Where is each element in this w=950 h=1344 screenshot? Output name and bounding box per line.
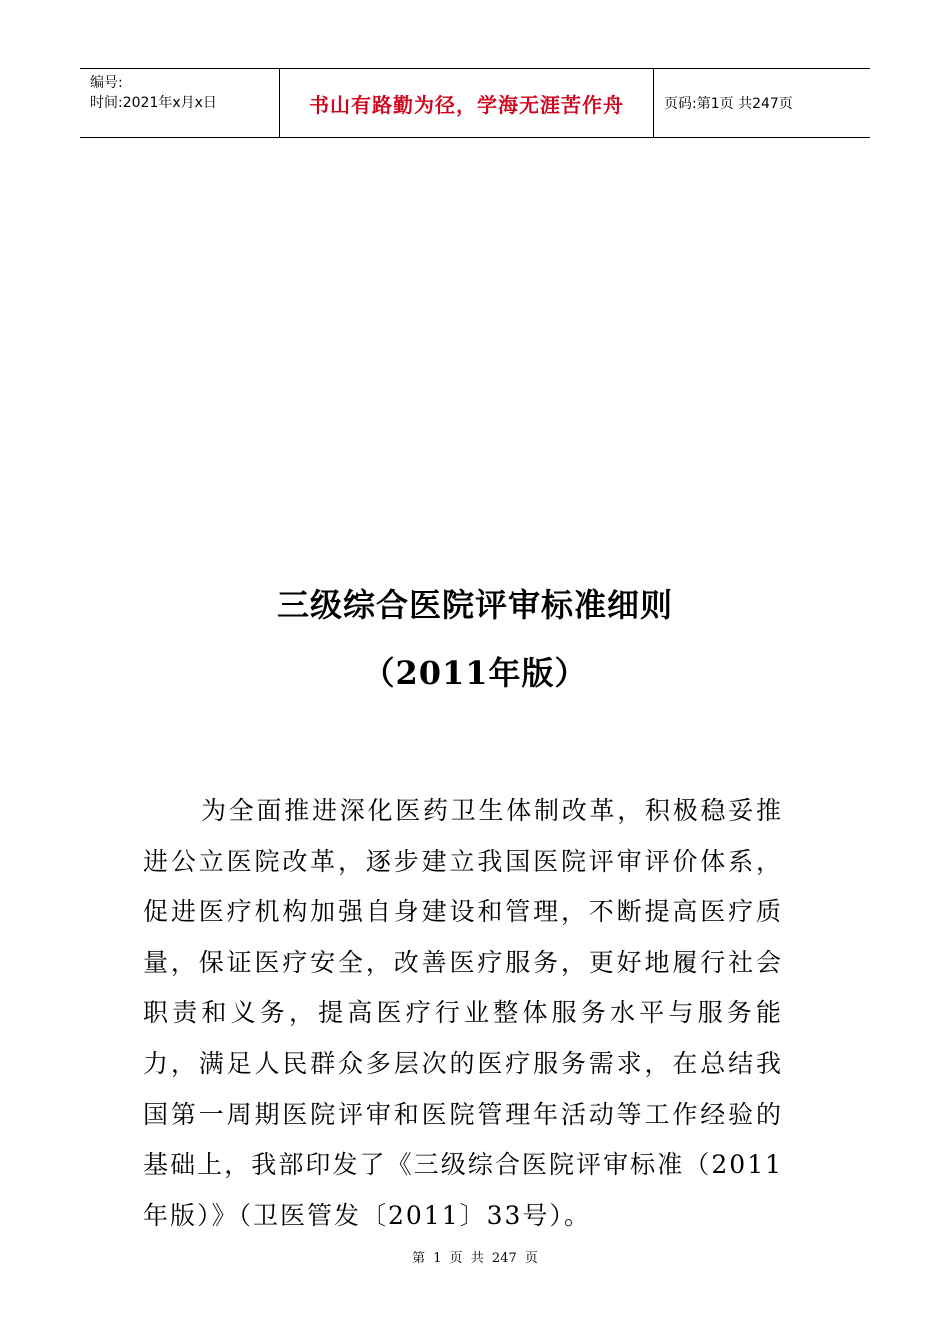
document-subtitle: （2011年版） (362, 654, 588, 692)
document-date-label: 时间:2021年x月x日 (90, 95, 217, 111)
page-footer: 第 1 页 共 247 页 (412, 1251, 538, 1266)
page-header (80, 68, 870, 138)
header-motto: 书山有路勤为径，学海无涯苦作舟 (280, 69, 654, 137)
header-meta-cell (80, 69, 280, 137)
body-paragraph: 为全面推进深化医药卫生体制改革，积极稳妥推进公立医院改革，逐步建立我国医院评审评价体系，促进医疗机构加强自身建设和管理，不断提高医疗质量，保证医疗安全，改善医疗服务，更好地履行社会职责和义务，提高医疗行业整体服务水平与服务能力，满足人民群众多层次的医疗服务需求，在总结我国第一周期医院评审和医院管理年活动等工作经验的基础上，我部印发了《三级综合医院评审标准（2011年版）》（卫医管发〔2011〕33号）。 (143, 796, 783, 1230)
document-number-label: 编号: (90, 75, 123, 91)
document-title: 三级综合医院评审标准细则 (276, 586, 673, 624)
header-page-code: 页码:第1页 共247页 (664, 96, 793, 112)
